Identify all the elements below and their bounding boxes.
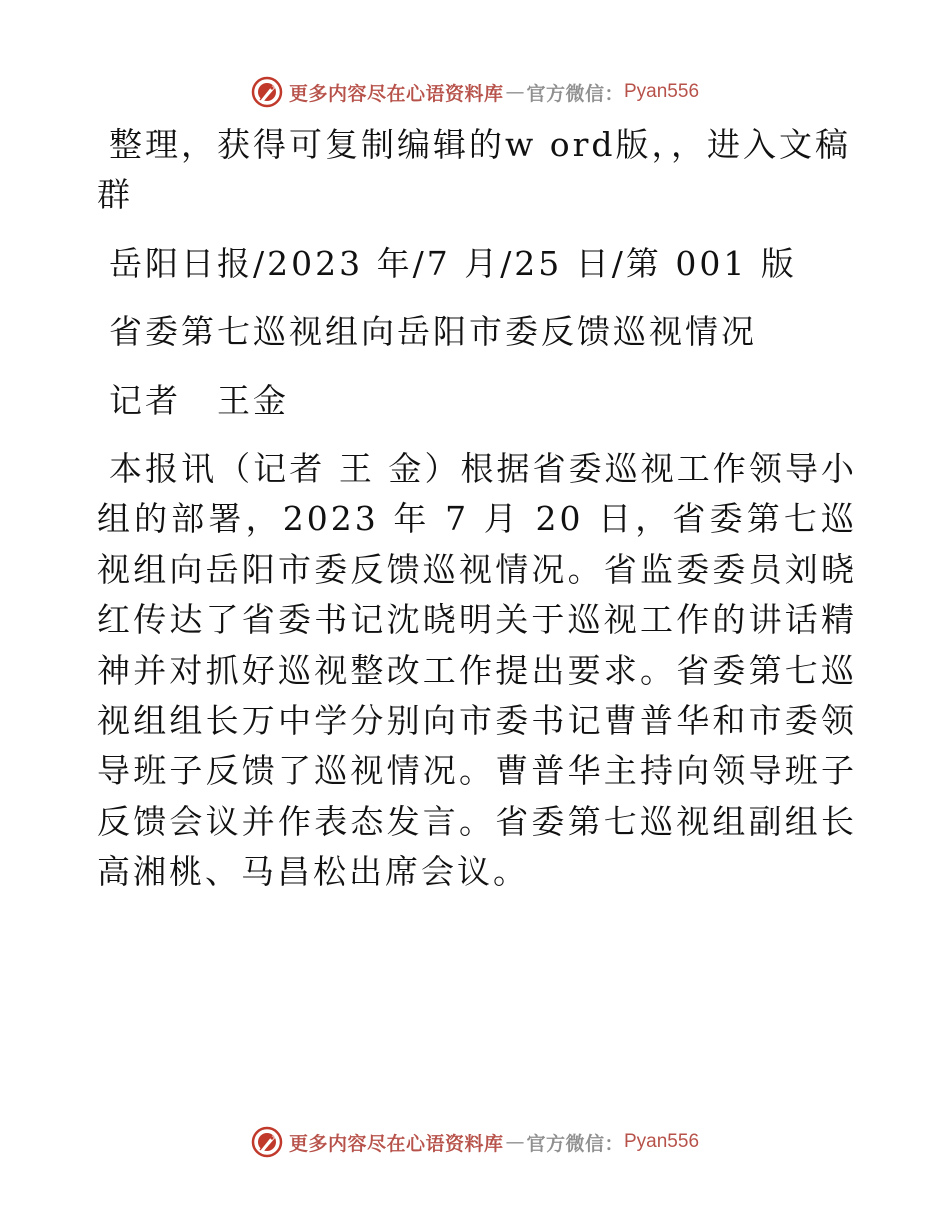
intro-paragraph: 整理，获得可复制编辑的w ord版，，进入文稿群 xyxy=(97,125,852,215)
watermark-wechat-id: Pyan556 xyxy=(624,1131,700,1152)
header-watermark xyxy=(0,72,950,112)
pen-nib-logo-icon xyxy=(251,1126,283,1158)
byline: 记者 王金 xyxy=(109,380,289,420)
watermark-separator: — xyxy=(505,1131,525,1153)
watermark-text: 更多内容尽在心语资料库 xyxy=(288,1132,504,1155)
watermark-wechat-label: 官方微信： xyxy=(526,82,624,105)
pen-nib-logo-icon xyxy=(251,76,283,108)
watermark-wechat-label: 官方微信： xyxy=(526,1132,624,1155)
headline: 省委第七巡视组向岳阳市委反馈巡视情况 xyxy=(109,312,757,352)
source-line: 岳阳日报/2023 年/7 月/25 日/第 001 版 xyxy=(109,243,797,283)
watermark-text: 更多内容尽在心语资料库 xyxy=(288,82,504,105)
watermark-wechat-id: Pyan556 xyxy=(624,81,700,102)
watermark-separator: — xyxy=(505,81,525,103)
footer-watermark xyxy=(0,1122,950,1162)
document-content xyxy=(97,120,857,916)
body-paragraph: 本报讯（记者 王 金）根据省委巡视工作领导小组的部署，2023 年 7 月 20 日，省委第七巡视组向岳阳市委反馈巡视情况。省监委委员刘晓红传达了省委书记沈晓明关于巡视工作的讲话精神并对抓好巡视整改工作提出要求。省委第七巡视组组长万中学分别向市委书记曹普华和市委领导班子反馈了巡视情况。曹普华主持向领导班子反馈会议并作表态发言。省委第七巡视组副组长高湘桃、马昌松出席会议。 xyxy=(97,449,857,892)
